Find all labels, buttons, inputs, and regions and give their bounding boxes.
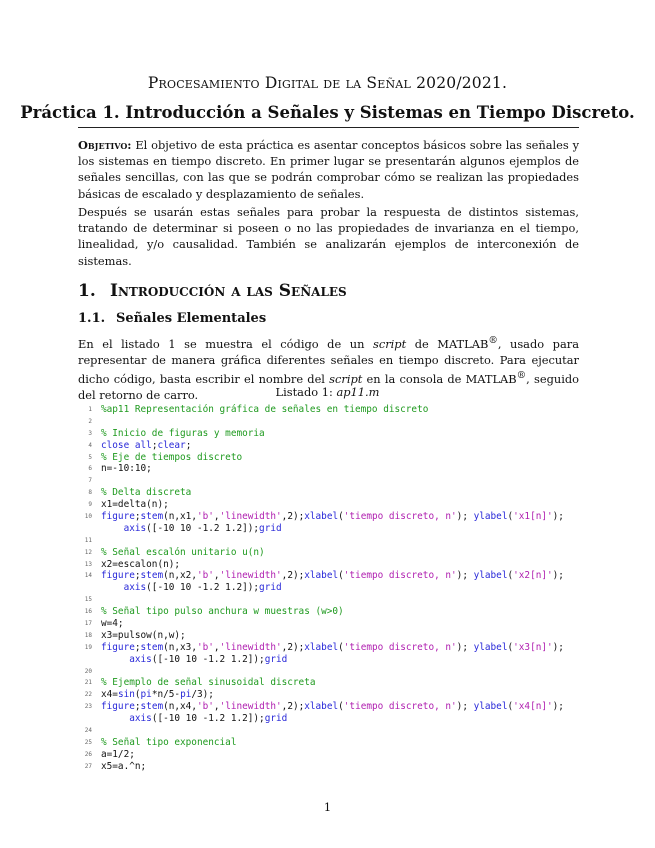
objective-paragraph bbox=[78, 137, 579, 202]
code-text: % Inicio de figuras y memoria bbox=[101, 427, 265, 439]
code-line bbox=[82, 428, 582, 440]
code-line bbox=[82, 630, 582, 642]
second-paragraph: Después se usarán estas señales para probar la respuesta de distintos sistemas, tratando de determinar si poseen o no las propiedades de invarianza en el tiempo, linealidad, y/o causalidad. También se analizarán ejemplos de interconexión de sistemas. bbox=[78, 205, 579, 268]
code-line bbox=[82, 416, 582, 428]
subsection-heading bbox=[78, 311, 266, 326]
line-number: 6 bbox=[88, 465, 92, 473]
code-text: % Señal tipo exponencial bbox=[101, 736, 237, 748]
practice-title: Práctica 1. Introducción a Señales y Sistemas en Tiempo Discreto. bbox=[20, 103, 635, 122]
code-listing bbox=[82, 404, 582, 773]
code-line bbox=[82, 547, 582, 559]
code-line bbox=[82, 570, 582, 582]
code-text: figure;stem(n,x1,'b','linewidth',2);xlabel('tiempo discreto, n'); ylabel('x1[n]'); bbox=[101, 511, 564, 523]
code-line bbox=[82, 606, 582, 618]
code-line bbox=[82, 440, 582, 452]
line-number: 2 bbox=[88, 417, 92, 425]
line-number: 22 bbox=[84, 691, 92, 699]
objective-text: El objetivo de esta práctica es asentar conceptos básicos sobre las señales y los sistemas en tiempo discreto. En primer lugar se presentarán algunos ejemplos de señales sencillas, con las que se podrán comprobar cómo se realizan las propiedades básicas de escalado y desplazamiento de señales. bbox=[78, 138, 580, 201]
code-line bbox=[82, 713, 582, 725]
code-line bbox=[82, 701, 582, 713]
code-line bbox=[82, 559, 582, 571]
code-line bbox=[82, 404, 582, 416]
code-line bbox=[82, 666, 582, 678]
line-number: 20 bbox=[84, 667, 92, 675]
page-number: 1 bbox=[323, 800, 332, 814]
line-number: 13 bbox=[84, 560, 92, 568]
code-line bbox=[82, 618, 582, 630]
line-number: 27 bbox=[84, 762, 92, 770]
section-heading bbox=[78, 281, 347, 301]
code-line bbox=[82, 452, 582, 464]
code-text: x1=delta(n); bbox=[101, 499, 169, 511]
line-number: 7 bbox=[88, 477, 92, 485]
code-text: figure;stem(n,x4,'b','linewidth',2);xlabel('tiempo discreto, n'); ylabel('x4[n]'); bbox=[101, 701, 564, 713]
code-line bbox=[82, 761, 582, 773]
code-line bbox=[82, 725, 582, 737]
subsection-number: 1.1. bbox=[78, 311, 106, 326]
listing-filename: ap11.m bbox=[336, 385, 380, 399]
line-number: 3 bbox=[88, 429, 92, 437]
code-line bbox=[82, 475, 582, 487]
subsection-title: Señales Elementales bbox=[116, 311, 267, 326]
code-line bbox=[82, 535, 582, 547]
section-title: Introducción a las Señales bbox=[110, 281, 347, 301]
code-line bbox=[82, 689, 582, 701]
code-line bbox=[82, 523, 582, 535]
line-number: 25 bbox=[84, 738, 92, 746]
code-line bbox=[82, 594, 582, 606]
code-line bbox=[82, 511, 582, 523]
line-number: 12 bbox=[84, 548, 92, 556]
course-title: Procesamiento Digital de la Señal 2020/2021. bbox=[147, 74, 508, 92]
line-number: 9 bbox=[88, 501, 92, 509]
code-text: % Señal escalón unitario u(n) bbox=[101, 546, 265, 558]
line-number: 26 bbox=[84, 750, 92, 758]
title-rule bbox=[78, 127, 579, 128]
line-number: 14 bbox=[84, 572, 92, 580]
section-number: 1. bbox=[78, 281, 96, 301]
code-text: figure;stem(n,x2,'b','linewidth',2);xlabel('tiempo discreto, n'); ylabel('x2[n]'); bbox=[101, 570, 564, 582]
line-number: 24 bbox=[84, 727, 92, 735]
code-line bbox=[82, 463, 582, 475]
listing-caption: Listado 1: ap11.m bbox=[275, 385, 380, 399]
line-number: 15 bbox=[84, 596, 92, 604]
code-text: % Eje de tiempos discreto bbox=[101, 451, 243, 463]
line-number: 5 bbox=[88, 453, 92, 461]
code-text: w=4; bbox=[101, 618, 124, 630]
code-text: n=-10:10; bbox=[101, 463, 152, 475]
code-line bbox=[82, 749, 582, 761]
line-number: 4 bbox=[88, 441, 92, 449]
code-line bbox=[82, 582, 582, 594]
code-text: % Ejemplo de señal sinusoidal discreta bbox=[101, 677, 316, 689]
code-text: % Delta discreta bbox=[101, 487, 192, 499]
line-number: 11 bbox=[84, 536, 92, 544]
code-line bbox=[82, 737, 582, 749]
code-line bbox=[82, 499, 582, 511]
line-number: 21 bbox=[84, 679, 92, 687]
code-text: x5=a.^n; bbox=[101, 760, 147, 772]
code-line bbox=[82, 654, 582, 666]
code-text: x2=escalon(n); bbox=[101, 558, 181, 570]
line-number: 19 bbox=[84, 643, 92, 651]
code-text: a=1/2; bbox=[101, 748, 135, 760]
code-text: figure;stem(n,x3,'b','linewidth',2);xlabel('tiempo discreto, n'); ylabel('x3[n]'); bbox=[101, 641, 564, 653]
line-number: 17 bbox=[84, 620, 92, 628]
code-line bbox=[82, 677, 582, 689]
code-text: axis([-10 10 -1.2 1.2]);grid bbox=[129, 713, 288, 725]
code-text: axis([-10 10 -1.2 1.2]);grid bbox=[129, 653, 288, 665]
code-text: close all;clear; bbox=[101, 439, 192, 451]
objective-label: Objetivo: bbox=[78, 138, 132, 152]
line-number: 23 bbox=[84, 703, 92, 711]
code-line bbox=[82, 487, 582, 499]
code-text: x4=sin(pi*n/5-pi/3); bbox=[101, 689, 214, 701]
line-number: 16 bbox=[84, 608, 92, 616]
code-text: x3=pulsow(n,w); bbox=[101, 629, 186, 641]
code-text: % Señal tipo pulso anchura w muestras (w>0) bbox=[101, 606, 344, 618]
code-text: %ap11 Representación gráfica de señales en tiempo discreto bbox=[101, 404, 429, 415]
intro-paragraph: En el listado 1 se muestra el código de un script de MATLAB®, usado para representar de manera gráfica diferentes señales en tiempo discreto. Para ejecutar dicho código, basta escribir el nombre del script en la consola de MATLAB®, seguido del retorno de carro. bbox=[78, 335, 579, 403]
line-number: 10 bbox=[84, 513, 92, 521]
line-number: 18 bbox=[84, 631, 92, 639]
code-text: axis([-10 10 -1.2 1.2]);grid bbox=[123, 522, 282, 534]
line-number: 1 bbox=[88, 406, 92, 413]
code-text: axis([-10 10 -1.2 1.2]);grid bbox=[123, 582, 282, 594]
line-number: 8 bbox=[88, 489, 92, 497]
code-line bbox=[82, 642, 582, 654]
